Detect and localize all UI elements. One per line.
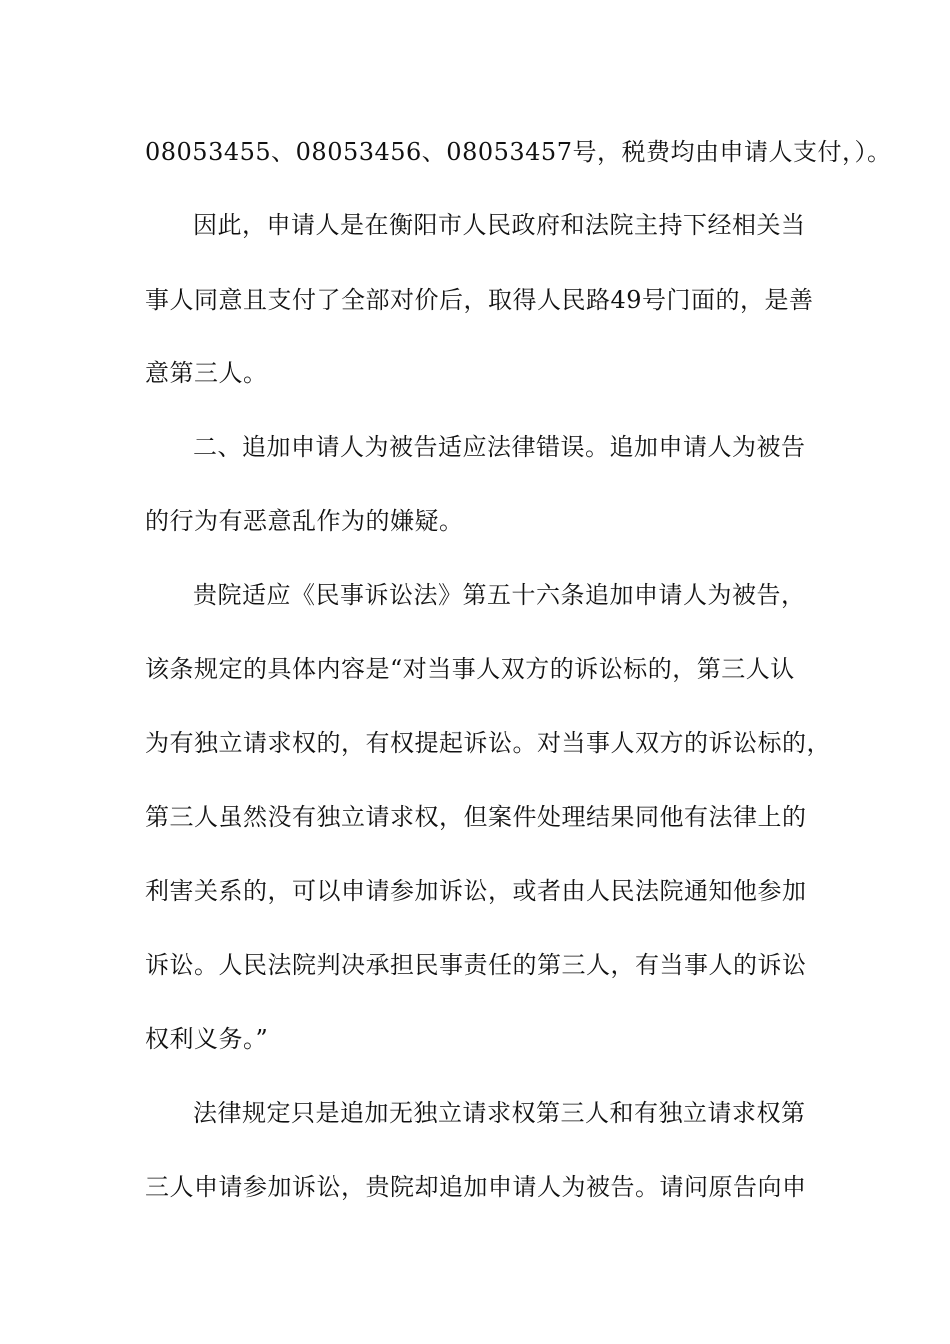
paragraph-start-line: 贵院适应《民事诉讼法》第五十六条追加申请人为被告，: [193, 581, 806, 609]
text-line: 诉讼。人民法院判决承担民事责任的第三人，有当事人的诉讼: [145, 951, 807, 979]
text-line: 意第三人。: [145, 359, 268, 387]
text-line: 为有独立请求权的，有权提起诉讼。对当事人双方的诉讼标的，: [145, 729, 831, 757]
text-line: 事人同意且支付了全部对价后，取得人民路49号门面的，是善: [145, 286, 814, 314]
text-line: 第三人虽然没有独立请求权，但案件处理结果同他有法律上的: [145, 803, 807, 831]
text-line: 三人申请参加诉讼，贵院却追加申请人为被告。请问原告向申: [145, 1173, 807, 1201]
paragraph-start-line: 法律规定只是追加无独立请求权第三人和有独立请求权第: [193, 1099, 806, 1127]
text-line: 的行为有恶意乱作为的嫌疑。: [145, 507, 464, 535]
text-line: 权利义务。”: [145, 1025, 269, 1053]
paragraph-start-line: 因此，申请人是在衡阳市人民政府和法院主持下经相关当: [193, 211, 806, 239]
text-line: 利害关系的，可以申请参加诉讼，或者由人民法院通知他参加: [145, 877, 807, 905]
text-line: 08053455、08053456、08053457号，税费均由申请人支付，）。: [145, 138, 892, 166]
text-line: 该条规定的具体内容是“对当事人双方的诉讼标的，第三人认: [145, 655, 795, 683]
paragraph-start-line: 二、追加申请人为被告适应法律错误。追加申请人为被告: [193, 433, 806, 461]
